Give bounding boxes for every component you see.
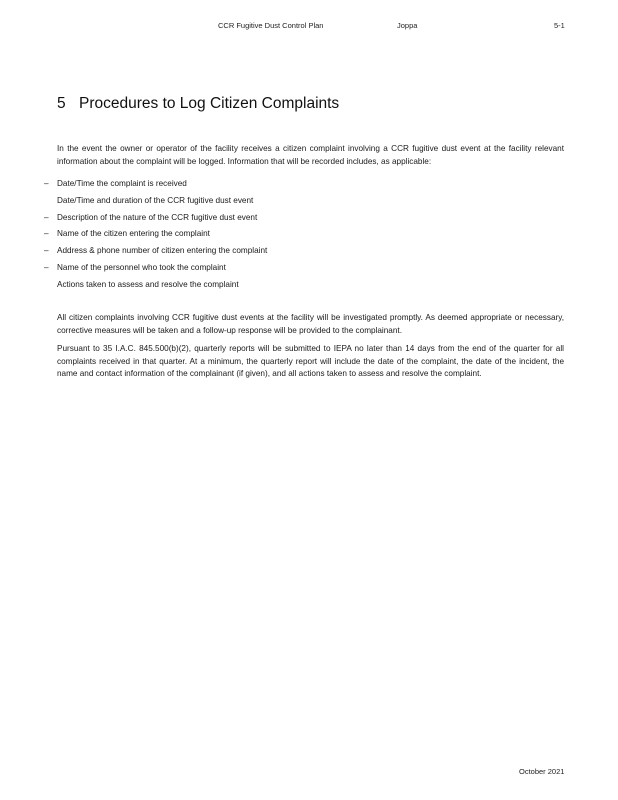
list-dash: – (44, 262, 49, 272)
header-page-number: 5-1 (554, 21, 565, 30)
list-item-text: Name of the citizen entering the complaint (57, 229, 210, 239)
quarterly-report-paragraph: Pursuant to 35 I.A.C. 845.500(b)(2), quarterly reports will be submitted to IEPA no later than 14 days from the end of the quarter for all complaints received in that quarter. At a minimum, the quarterly report will include the date of the complaint, the date of the incident, the name and contact information of the complainant (if given), and all actions taken to assess and resolve the complaint. (57, 344, 564, 378)
section-number: 5 (57, 95, 66, 112)
list-dash: – (44, 212, 49, 222)
list-item (0, 212, 618, 229)
list-dash: – (44, 179, 49, 188)
complaint-info-list (0, 178, 618, 296)
list-item (0, 279, 618, 296)
footer-date: October 2021 (519, 767, 565, 776)
section-title: Procedures to Log Citizen Complaints (79, 95, 340, 112)
list-item (0, 262, 618, 279)
header-document-title: CCR Fugitive Dust Control Plan (218, 21, 324, 30)
list-item-text: Actions taken to assess and resolve the complaint (57, 279, 239, 289)
list-item-text: Description of the nature of the CCR fugitive dust event (57, 212, 258, 222)
section-heading (57, 95, 339, 113)
investigation-paragraph: All citizen complaints involving CCR fugitive dust events at the facility will be investigated promptly. As deemed appropriate or necessary, corrective measures will be taken and a follow-up response will be provided to the complainant. (57, 313, 564, 335)
list-item-text: Date/Time the complaint is received (57, 179, 187, 188)
list-item-text: Name of the personnel who took the complaint (57, 262, 226, 272)
list-item (0, 195, 618, 212)
page-header (0, 21, 618, 33)
intro-paragraph: In the event the owner or operator of the facility receives a citizen complaint involving a CCR fugitive dust event at the facility relevant information about the complaint will be logged. Information that will be recorded includes, as applicable: (57, 144, 564, 166)
list-item (0, 178, 618, 195)
list-item (0, 228, 618, 245)
list-item-text: Address & phone number of citizen entering the complaint (57, 246, 268, 256)
list-dash: – (44, 229, 49, 239)
list-item (0, 245, 618, 262)
header-site-name: Joppa (397, 21, 418, 30)
list-dash: – (44, 246, 49, 256)
list-item-text: Date/Time and duration of the CCR fugitive dust event (57, 195, 254, 205)
